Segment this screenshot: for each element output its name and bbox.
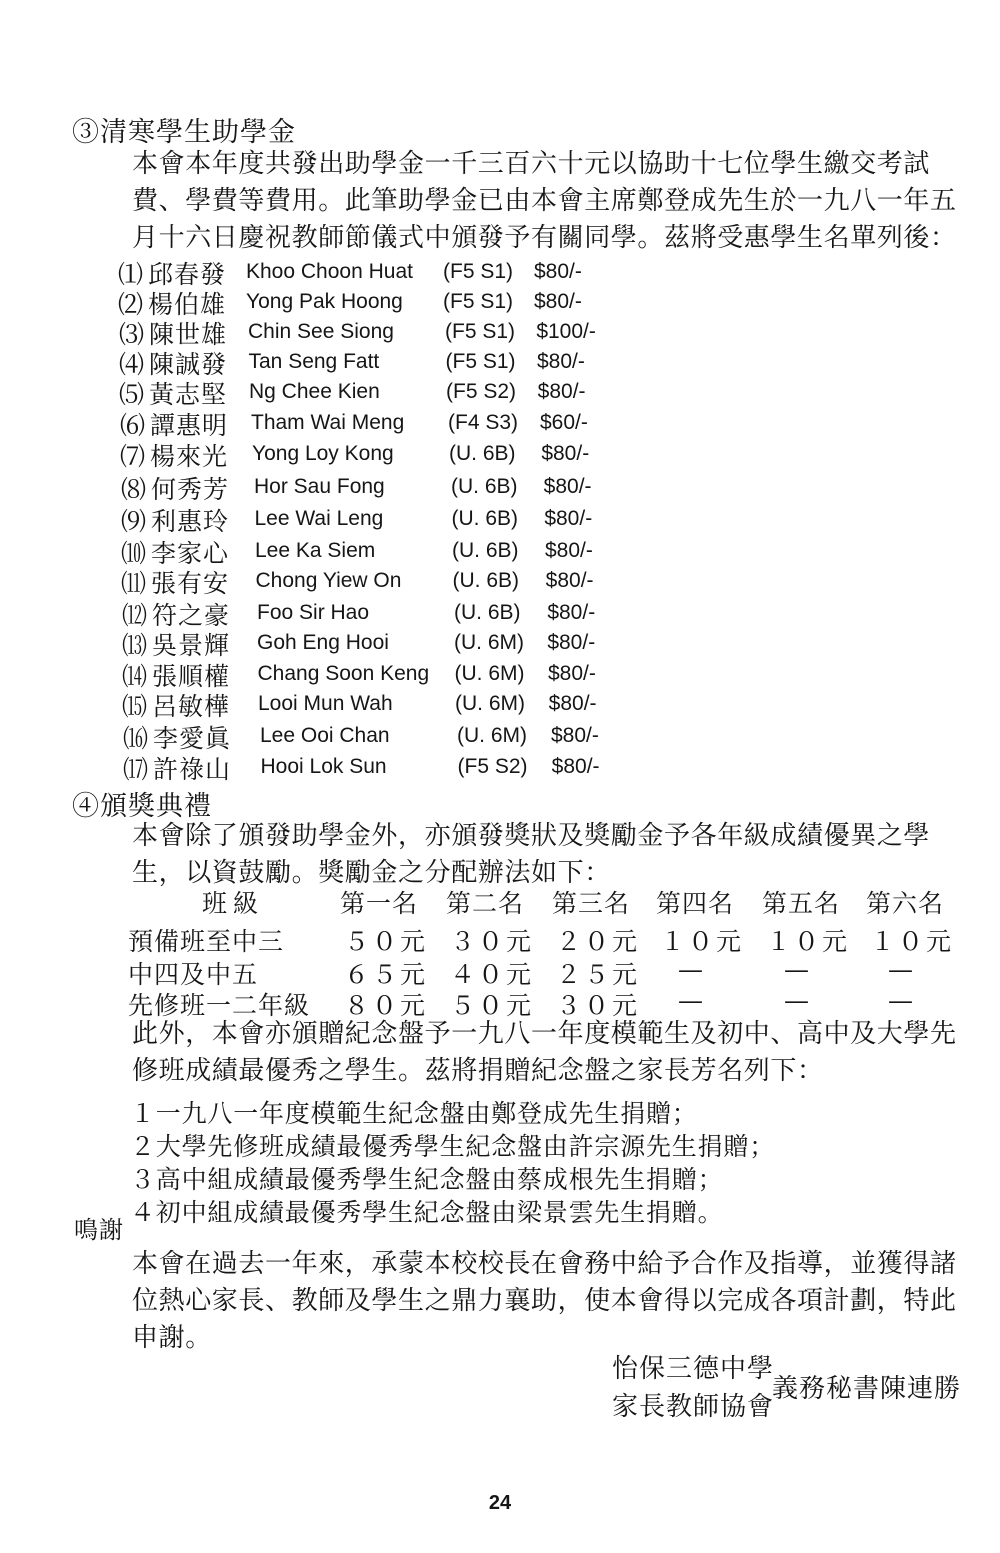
student-name-english: Chang Soon Keng <box>257 662 430 685</box>
student-row <box>123 722 643 752</box>
student-number: ⒁ <box>122 662 148 691</box>
table-header: 第三名 <box>552 889 631 918</box>
student-name-english: Yong Pak Hoong <box>246 290 403 313</box>
student-class: (F5 S2) <box>457 755 528 778</box>
student-number: ⑻ <box>121 475 147 504</box>
donor-item: １一九八一年度模範生紀念盤由鄭登成先生捐贈； <box>130 1099 698 1128</box>
table-cell: — <box>888 955 914 984</box>
student-number: ⑸ <box>119 380 145 409</box>
student-amount: $80/- <box>541 442 590 465</box>
student-number: ⒂ <box>122 692 148 721</box>
student-name-english: Hor Sau Fong <box>254 475 385 498</box>
table-cell: ２５元 <box>556 960 641 989</box>
section3-heading: ③清寒學生助學金 <box>72 117 296 148</box>
student-class: (F4 S3) <box>448 411 519 434</box>
student-name-chinese: 李愛眞 <box>153 724 232 753</box>
student-class: (F5 S1) <box>445 350 516 373</box>
student-number: ⑶ <box>119 320 145 349</box>
section4-paragraph2-text: 此外，本會亦頒贈紀念盤予一九八一年度模範生及初中、高中及大學先修班成績最優秀之學生。茲將捐贈紀念盤之家長芳名列下： <box>132 1019 957 1086</box>
student-name-chinese: 張順權 <box>152 662 231 691</box>
student-row <box>121 473 641 503</box>
student-amount: $80/- <box>534 290 582 313</box>
table-cell: ３０元 <box>450 927 535 956</box>
student-row <box>121 567 641 597</box>
student-row <box>122 629 642 659</box>
student-name-english: Lee Ka Siem <box>255 539 376 562</box>
table-cell: — <box>678 955 704 984</box>
student-amount: $80/- <box>551 724 599 747</box>
student-number: ⑷ <box>119 350 145 379</box>
student-name-english: Looi Mun Wah <box>258 692 393 715</box>
student-amount: $80/- <box>547 601 596 624</box>
student-row <box>118 288 638 318</box>
student-class: (U. 6B) <box>454 601 521 624</box>
thanks-heading: 鳴謝 <box>74 1216 124 1244</box>
thanks-paragraph-text: 本會在過去一年來，承蒙本校校長在會務中給予合作及指導，並獲得諸位熱心家長、教師及學生之鼎力襄助，使本會得以完成各項計劃，特此申謝。 <box>132 1249 957 1353</box>
student-class: (F5 S1) <box>443 260 514 283</box>
student-name-chinese: 何秀芳 <box>151 475 230 504</box>
table-cell: ６５元 <box>344 960 429 989</box>
student-amount: $100/- <box>536 320 596 343</box>
table-cell: ４０元 <box>450 960 535 989</box>
student-row <box>118 258 638 288</box>
student-number: ⒀ <box>122 631 148 660</box>
student-name-english: Chong Yiew On <box>255 569 402 592</box>
section3-paragraph <box>78 146 973 257</box>
student-class: (U. 6M) <box>455 692 525 715</box>
student-amount: $80/- <box>544 507 593 530</box>
student-name-chinese: 楊伯雄 <box>148 290 227 319</box>
student-class: (U. 6B) <box>452 569 520 592</box>
student-amount: $80/- <box>548 662 596 685</box>
student-number: ⒄ <box>123 755 149 784</box>
student-number: ⑵ <box>118 290 144 319</box>
student-name-english: Lee Ooi Chan <box>260 724 390 747</box>
student-amount: $80/- <box>547 631 596 654</box>
student-amount: $80/- <box>543 475 592 498</box>
student-name-chinese: 楊來光 <box>150 442 229 471</box>
signature-secretary: 義務秘書陳連勝 <box>772 1374 962 1404</box>
student-row <box>120 440 640 470</box>
donor-item: ２大學先修班成績最優秀學生紀念盤由許宗源先生捐贈； <box>130 1132 776 1161</box>
student-name-english: Yong Loy Kong <box>252 442 394 465</box>
table-cell: ５０元 <box>344 927 429 956</box>
student-amount: $60/- <box>540 411 588 434</box>
student-row <box>119 318 639 348</box>
student-name-english: Foo Sir Hao <box>257 601 370 624</box>
student-name-chinese: 利惠玲 <box>151 507 230 536</box>
student-number: ⑽ <box>121 539 147 568</box>
student-class: (F5 S2) <box>446 380 517 403</box>
student-name-chinese: 陳誠發 <box>149 350 228 379</box>
student-row <box>119 348 639 378</box>
donor-item: ３高中組成績最優秀學生紀念盤由蔡成根先生捐贈； <box>130 1165 724 1194</box>
thanks-paragraph <box>78 1246 973 1357</box>
student-amount: $80/- <box>545 569 594 592</box>
student-class: (U. 6M) <box>454 662 525 685</box>
table-header: 班級 <box>202 889 265 918</box>
student-class: (U. 6B) <box>452 539 519 562</box>
student-class: (U. 6B) <box>451 507 519 530</box>
student-row <box>121 537 641 567</box>
section3-paragraph-text: 本會本年度共發出助學金一千三百六十元以協助十七位學生繳交考試費、學費等費用。此筆助學金已由本會主席鄭登成先生於一九八一年五月十六日慶祝教師節儀式中頒發予有關同學。茲將受惠學生名單列後： <box>132 149 957 253</box>
table-cell: ２０元 <box>556 927 641 956</box>
student-name-chinese: 吳景輝 <box>152 631 231 660</box>
student-amount: $80/- <box>548 692 597 715</box>
table-header: 第一名 <box>340 889 419 918</box>
student-name-chinese: 李家心 <box>151 539 230 568</box>
table-header: 第二名 <box>446 889 525 918</box>
student-number: ⑺ <box>120 442 146 471</box>
student-name-english: Chin See Siong <box>248 320 394 343</box>
student-number: ⑼ <box>121 507 147 536</box>
student-name-chinese: 邱春發 <box>148 260 227 289</box>
table-header: 第五名 <box>762 889 841 918</box>
student-row <box>122 599 642 629</box>
student-name-chinese: 呂敏樺 <box>152 692 231 721</box>
student-class: (U. 6M) <box>454 631 524 654</box>
student-class: (U. 6B) <box>451 475 518 498</box>
table-cell: — <box>888 986 914 1015</box>
student-class: (F5 S1) <box>445 320 516 343</box>
student-name-english: Tham Wai Meng <box>251 411 405 434</box>
student-row <box>121 505 641 535</box>
student-number: ⒃ <box>123 724 149 753</box>
signature-association: 家長教師協會 <box>612 1392 775 1422</box>
table-header: 第六名 <box>866 889 945 918</box>
table-header: 第四名 <box>656 889 735 918</box>
table-row-label: 中四及中五 <box>128 960 259 989</box>
student-row <box>122 660 642 690</box>
student-row <box>120 409 640 439</box>
student-row <box>119 378 639 408</box>
signature-school: 怡保三德中學 <box>612 1354 775 1384</box>
student-amount: $80/- <box>534 260 582 283</box>
table-row-label: 先修班一二年級 <box>128 991 311 1020</box>
table-cell: — <box>678 986 704 1015</box>
student-name-english: Hooi Lok Sun <box>260 755 387 778</box>
donor-item: ４初中組成績最優秀學生紀念盤由梁景雲先生捐贈。 <box>130 1198 724 1227</box>
student-name-chinese: 符之豪 <box>152 601 231 630</box>
student-amount: $80/- <box>537 350 585 373</box>
table-cell: ５０元 <box>450 991 535 1020</box>
section4-heading: ④頒獎典禮 <box>72 791 212 822</box>
student-class: (F5 S1) <box>443 290 514 313</box>
student-name-english: Khoo Choon Huat <box>246 260 413 283</box>
table-cell: １０元 <box>660 927 745 956</box>
student-number: ⑴ <box>118 260 144 289</box>
table-cell: １０元 <box>870 927 955 956</box>
student-row <box>123 753 643 783</box>
student-name-chinese: 張有安 <box>151 569 230 598</box>
student-name-chinese: 黃志堅 <box>149 380 228 409</box>
student-amount: $80/- <box>551 755 600 778</box>
page-number: 24 <box>488 1492 512 1514</box>
section4-paragraph-text: 本會除了頒發助學金外，亦頒發獎狀及獎勵金予各年級成績優異之學生，以資鼓勵。獎勵金之分配辦法如下： <box>132 821 931 888</box>
student-name-english: Tan Seng Fatt <box>248 350 380 373</box>
student-class: (U. 6M) <box>457 724 527 747</box>
section4-paragraph2 <box>78 1016 973 1090</box>
student-class: (U. 6B) <box>449 442 516 465</box>
student-name-english: Ng Chee Kien <box>249 380 380 403</box>
student-name-chinese: 許祿山 <box>153 755 232 784</box>
table-cell: ３０元 <box>556 991 641 1020</box>
student-name-english: Goh Eng Hooi <box>257 631 389 654</box>
student-number: ⑿ <box>122 601 148 630</box>
student-number: ⑹ <box>120 411 146 440</box>
table-cell: — <box>784 955 810 984</box>
student-name-english: Lee Wai Leng <box>254 507 384 530</box>
section4-paragraph <box>78 818 973 892</box>
student-number: ⑾ <box>121 569 147 598</box>
table-cell: — <box>784 986 810 1015</box>
student-amount: $80/- <box>537 380 586 403</box>
student-row <box>122 690 642 720</box>
student-name-chinese: 譚惠明 <box>150 411 229 440</box>
table-row-label: 預備班至中三 <box>128 927 285 956</box>
student-amount: $80/- <box>545 539 593 562</box>
table-cell: ８０元 <box>344 991 429 1020</box>
table-cell: １０元 <box>766 927 851 956</box>
student-name-chinese: 陳世雄 <box>149 320 228 349</box>
